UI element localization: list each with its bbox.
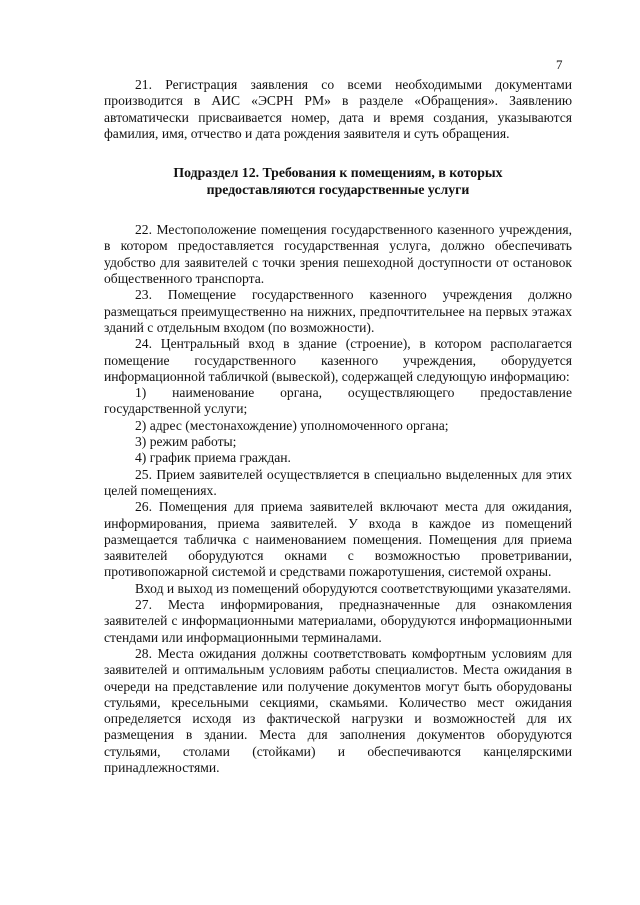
document-body (104, 77, 572, 776)
list-item-2: 2) адрес (местонахождение) уполномоченного органа; (135, 417, 449, 433)
list-item-1: 1) наименование органа, осуществляющего предоставление государственной услуги; (104, 385, 572, 417)
paragraph-26-continued: Вход и выход из помещений оборудуются соответствующими указателями. (135, 580, 572, 596)
paragraph-22: 22. Местоположение помещения государственного казенного учреждения, в котором предоставляется государственная услуга, должно обеспечивать удобство для заявителей с точки зрения пешеходной доступности от остановок общественного транспорта. (104, 222, 572, 287)
paragraph-26: 26. Помещения для приема заявителей включают места для ожидания, информирования, приема заявителей. У входа в каждое из помещений размещается табличка с наименованием помещения. Помещения для приема заявителей оборудуются окнами с возможностью проветривании, противопожарной системой и средствами пожаротушения, системой охраны. (104, 499, 572, 580)
heading-line-2: предоставляются государственные услуги (206, 182, 470, 198)
paragraph-27: 27. Места информирования, предназначенные для ознакомления заявителей с информационными материалами, оборудуются информационными стендами или информационными терминалами. (104, 597, 572, 645)
heading-line-1: Подраздел 12. Требования к помещениям, в которых (173, 165, 503, 181)
page-number: 7 (556, 57, 563, 72)
section-heading (104, 164, 572, 198)
list-item-4: 4) график приема граждан. (135, 450, 291, 466)
paragraph-24: 24. Центральный вход в здание (строение), в котором располагается помещение государственного казенного учреждения, оборудуется информационной табличкой (вывеской), содержащей следующую информацию: (104, 336, 572, 384)
list-item-3: 3) режим работы; (135, 434, 237, 450)
paragraph-23: 23. Помещение государственного казенного учреждения должно размещаться преимущественно на нижних, предпочтительнее на первых этажах зданий с отдельным входом (по возможности). (104, 287, 572, 335)
paragraph-25: 25. Прием заявителей осуществляется в специально выделенных для этих целей помещениях. (104, 466, 572, 498)
paragraph-21: 21. Регистрация заявления со всеми необходимыми документами производится в АИС «ЭСРН РМ» в разделе «Обращения». Заявлению автоматически присваивается номер, дата и время создания, указываются фамилия, имя, отчество и дата рождения заявителя и суть обращения. (104, 77, 572, 141)
paragraph-28: 28. Места ожидания должны соответствовать комфортным условиям для заявителей и оптимальным условиям работы специалистов. Места ожидания в очереди на представление или получение документов могут быть оборудованы стульями, кресельными секциями, скамьями. Количество мест ожидания определяется исходя из фактической нагрузки и возможностей для их размещения в здании. Места для заполнения документов оборудуются стульями, столами (стойками) и обеспечиваются канцелярскими принадлежностями. (104, 645, 572, 775)
